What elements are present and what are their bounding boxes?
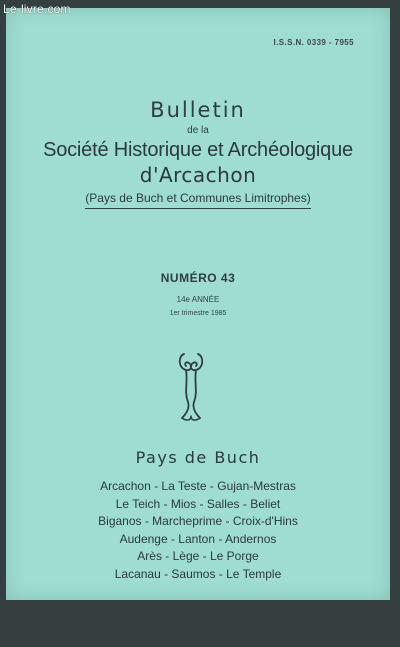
decorative-scroll-icon <box>174 348 208 424</box>
bulletin-cover <box>6 8 390 600</box>
year-label: 14e ANNÉE <box>176 295 220 304</box>
commune-line: Arès - Lège - Le Porge <box>137 549 259 563</box>
region-block <box>6 448 390 583</box>
commune-line: Audenge - Lanton - Andernos <box>119 531 277 546</box>
title-de-la: de la <box>187 125 209 136</box>
commune-line: Le Teich - Mios - Salles - Beliet <box>115 496 281 511</box>
commune-line: Biganos - Marcheprime - Croix-d'Hins <box>98 514 298 528</box>
issue-number: NUMÉRO 43 <box>160 271 236 285</box>
issue-block <box>6 270 390 319</box>
subtitle: (Pays de Buch et Communes Limitrophes) <box>85 190 310 209</box>
quarter-label: 1er trimestre 1985 <box>169 310 227 317</box>
commune-line: Lacanau - Saumos - Le Temple <box>114 566 282 581</box>
title-block <box>6 98 390 209</box>
region-title: Pays de Buch <box>135 448 261 467</box>
title-society: Société Historique et Archéologique <box>43 139 353 161</box>
title-arcachon: d'Arcachon <box>139 163 257 187</box>
issn-label: I.S.S.N. 0339 - 7955 <box>273 38 354 47</box>
commune-line: Arcachon - La Teste - Gujan-Mestras <box>100 479 296 493</box>
title-bulletin: Bulletin <box>150 98 246 122</box>
watermark-text: Le-livre.com <box>3 2 71 16</box>
